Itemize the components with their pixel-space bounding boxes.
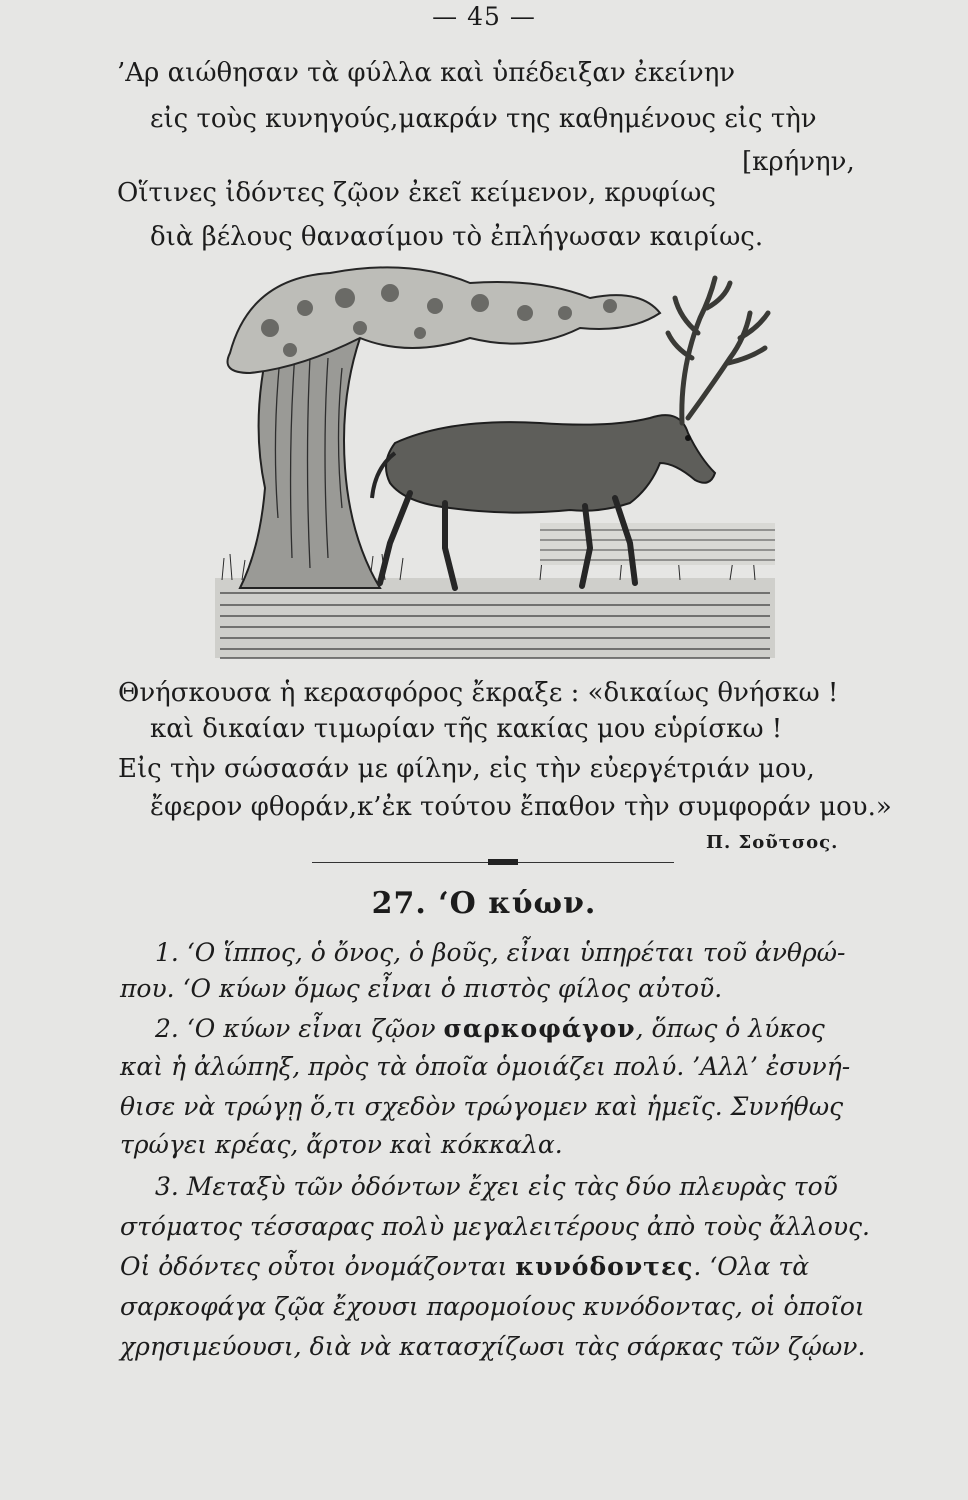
author-signature: Π. Σοῦτσος. (706, 832, 839, 853)
term-canines: κυνόδοντες (515, 1252, 694, 1281)
prose-line-9 (120, 1252, 809, 1282)
prose-line-4: καὶ ἡ ἀλώπηξ, πρὸς τὰ ὁποῖα ὁμοιάζει πολύ. ’Αλλ’ ἐσυνή- (120, 1052, 851, 1081)
prose-line-7: 3. Μεταξὺ τῶν ὀδόντων ἔχει εἰς τὰς δύο πλευρὰς τοῦ (155, 1172, 838, 1201)
prose-line-1: 1. ‘Ο ἵππος, ὁ ὄνος, ὁ βοῦς, εἶναι ὑπηρέται τοῦ ἀνθρώ- (155, 938, 846, 967)
poem-line-5: Θνήσκουσα ἡ κερασφόρος ἔκραξε : «δικαίως θνήσκω ! (118, 678, 839, 708)
poem-line-2: εἰς τοὺς κυνηγούς,μακράν της καθημένους εἰς τὴν (150, 104, 817, 134)
prose-line-5: θισε νὰ τρώγῃ ὅ,τι σχεδὸν τρώγομεν καὶ ἡμεῖς. Συνήθως (120, 1092, 844, 1121)
poem-line-4: διὰ βέλους θανασίμου τὸ ἐπλήγωσαν καιρίως. (150, 222, 764, 252)
poem-line-6: καὶ δικαίαν τιμωρίαν τῆς κακίας μου εὑρίσκω ! (150, 714, 783, 744)
prose-line-9-start: Οἱ ὀδόντες οὗτοι ὀνομάζονται (120, 1252, 516, 1281)
poem-line-3: Οἵτινες ἰδόντες ζῷον ἐκεῖ κείμενον, κρυφίως (117, 178, 716, 208)
section-divider-ornament (488, 859, 518, 865)
poem-line-2-continuation: [κρήνην, (742, 147, 855, 177)
prose-line-11: χρησιμεύουσι, διὰ νὰ κατασχίζωσι τὰς σάρκας τῶν ζῴων. (120, 1332, 866, 1361)
prose-line-3-end: , ὅπως ὁ λύκος (635, 1014, 825, 1043)
poem-line-7: Εἰς τὴν σώσασάν με φίλην, εἰς τὴν εὐεργέτριάν μου, (118, 754, 815, 784)
prose-line-2: που. ‘Ο κύων ὅμως εἶναι ὁ πιστὸς φίλος αὐτοῦ. (120, 974, 723, 1003)
poem-line-8: ἔφερον φθοράν,κ’ἐκ τούτου ἔπαθον τὴν συμφοράν μου.» (150, 792, 892, 822)
prose-line-8: στόματος τέσσαρας πολὺ μεγαλειτέρους ἀπὸ τοὺς ἄλλους. (120, 1212, 870, 1241)
prose-line-10: σαρκοφάγα ζῷα ἔχουσι παρομοίους κυνόδοντας, οἱ ὁποῖοι (120, 1292, 865, 1321)
poem-line-1: ’Αρ αιώθησαν τὰ φύλλα καὶ ὑπέδειξαν ἐκείνην (117, 58, 736, 88)
deer-under-tree-illustration (210, 258, 790, 663)
prose-line-9-end: . ‘Ολα τὰ (693, 1252, 810, 1281)
prose-line-3 (155, 1014, 825, 1044)
term-carnivorous: σαρκοφάγον (443, 1014, 636, 1043)
prose-line-3-start: 2. ‘Ο κύων εἶναι ζῷον (155, 1014, 444, 1043)
prose-line-6: τρώγει κρέας, ἄρτον καὶ κόκκαλα. (120, 1130, 563, 1159)
section-heading: 27. ‘Ο κύων. (371, 886, 597, 921)
page-number: — 45 — (432, 2, 536, 31)
